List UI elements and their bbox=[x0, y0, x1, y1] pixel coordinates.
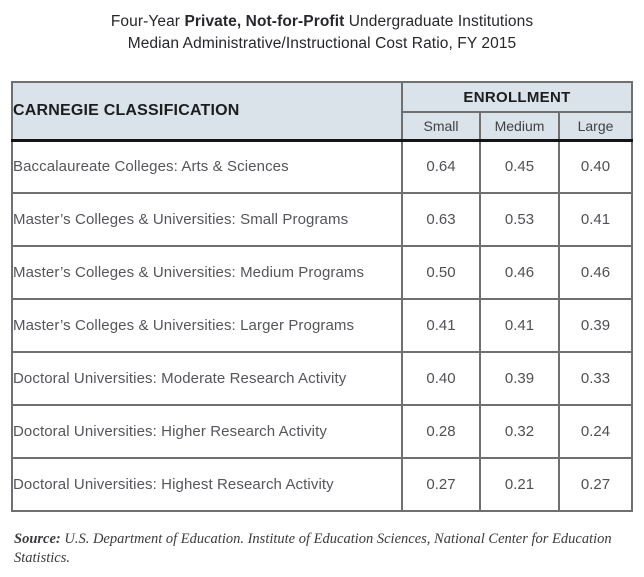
row-label: Master’s Colleges & Universities: Medium Programs bbox=[12, 246, 402, 299]
value-cell: 0.50 bbox=[402, 246, 480, 299]
value-cell: 0.41 bbox=[559, 193, 632, 246]
table-row bbox=[12, 140, 632, 193]
row-label: Doctoral Universities: Moderate Research Activity bbox=[12, 352, 402, 405]
row-label: Master’s Colleges & Universities: Small Programs bbox=[12, 193, 402, 246]
value-cell: 0.33 bbox=[559, 352, 632, 405]
row-label: Master’s Colleges & Universities: Larger Programs bbox=[12, 299, 402, 352]
source-note bbox=[14, 530, 628, 568]
value-cell: 0.32 bbox=[480, 405, 559, 458]
value-cell: 0.40 bbox=[559, 140, 632, 193]
table-row bbox=[12, 193, 632, 246]
value-cell: 0.53 bbox=[480, 193, 559, 246]
value-cell: 0.63 bbox=[402, 193, 480, 246]
source-label: Source: bbox=[14, 531, 61, 547]
table-body bbox=[12, 140, 632, 511]
figure-title-line1 bbox=[0, 11, 644, 33]
source-text: U.S. Department of Education. Institute of Education Sciences, National Center for Education Statistics. bbox=[14, 531, 612, 566]
table-row bbox=[12, 405, 632, 458]
row-label: Doctoral Universities: Highest Research Activity bbox=[12, 458, 402, 511]
value-cell: 0.24 bbox=[559, 405, 632, 458]
value-cell: 0.46 bbox=[559, 246, 632, 299]
enrollment-group-header: ENROLLMENT bbox=[402, 82, 632, 112]
header-row-group bbox=[12, 82, 632, 112]
cost-ratio-table bbox=[11, 81, 633, 512]
carnegie-classification-header: CARNEGIE CLASSIFICATION bbox=[12, 82, 402, 140]
title-emphasis: Private, Not-for-Profit bbox=[184, 13, 345, 30]
table-header bbox=[12, 82, 632, 140]
value-cell: 0.21 bbox=[480, 458, 559, 511]
column-header-small: Small bbox=[402, 112, 480, 140]
figure-title bbox=[0, 0, 644, 55]
table-row bbox=[12, 299, 632, 352]
value-cell: 0.40 bbox=[402, 352, 480, 405]
table-row bbox=[12, 352, 632, 405]
value-cell: 0.41 bbox=[480, 299, 559, 352]
value-cell: 0.64 bbox=[402, 140, 480, 193]
value-cell: 0.27 bbox=[402, 458, 480, 511]
title-prefix: Four-Year bbox=[110, 13, 185, 30]
value-cell: 0.46 bbox=[480, 246, 559, 299]
column-header-medium: Medium bbox=[480, 112, 559, 140]
row-label: Doctoral Universities: Higher Research Activity bbox=[12, 405, 402, 458]
value-cell: 0.39 bbox=[480, 352, 559, 405]
value-cell: 0.28 bbox=[402, 405, 480, 458]
value-cell: 0.41 bbox=[402, 299, 480, 352]
table-row bbox=[12, 458, 632, 511]
value-cell: 0.27 bbox=[559, 458, 632, 511]
figure-title-line2: Median Administrative/Instructional Cost Ratio, FY 2015 bbox=[127, 35, 517, 52]
value-cell: 0.39 bbox=[559, 299, 632, 352]
row-label: Baccalaureate Colleges: Arts & Sciences bbox=[12, 140, 402, 193]
column-header-large: Large bbox=[559, 112, 632, 140]
value-cell: 0.45 bbox=[480, 140, 559, 193]
title-suffix: Undergraduate Institutions bbox=[344, 13, 534, 30]
table-row bbox=[12, 246, 632, 299]
